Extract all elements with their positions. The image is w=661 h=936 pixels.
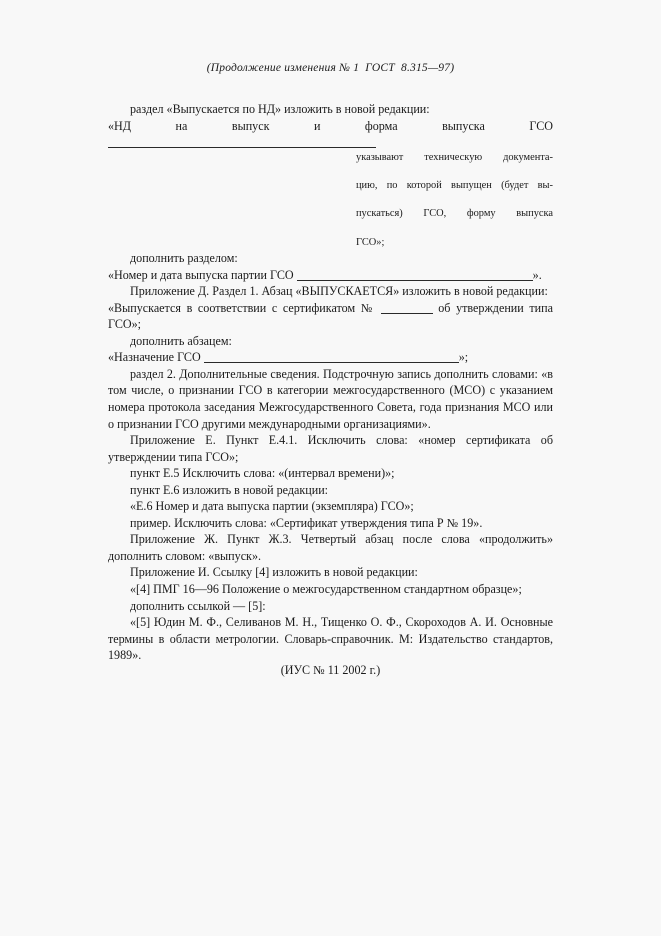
paragraph-prilozhenie-i: Приложение И. Ссылку [4] изложить в новой редакции: [130, 565, 418, 580]
fill-in-rule-nd-na-vypusk [108, 137, 376, 148]
inset-explanatory-note [356, 151, 553, 250]
inset-note-line-3: пускаться) ГСО, форму выпуска [356, 208, 553, 220]
inset-note-line-2: цию, по которой выпущен (будет вы- [356, 180, 553, 192]
paragraph-nd-na-vypusk-text: «НД на выпуск и форма выпуска ГСО [108, 118, 553, 133]
paragraph-nd-na-vypusk [108, 118, 553, 151]
paragraph-punkt-e-6: пункт Е.6 изложить в новой редакции: [130, 482, 329, 497]
issue-footnote: (ИУС № 11 2002 г.) [280, 663, 381, 677]
inset-note-line-1: указывают техническую документа- [356, 151, 553, 163]
paragraph-nomer-i-data-vypuska [108, 267, 553, 284]
paragraph-naznachenie-gso [108, 349, 553, 366]
paragraph-punkt-e-5: пункт Е.5 Исключить слова: «(интервал времени)»; [130, 466, 395, 481]
paragraph-prilozhenie-d: Приложение Д. Раздел 1. Абзац «ВЫПУСКАЕТСЯ» изложить в новой редакции: [130, 284, 548, 299]
paragraph-naznachenie-suffix: »; [458, 350, 469, 365]
paragraph-e-6-nomer-i-data: «Е.6 Номер и дата выпуска партии (экземпляра) ГСО»; [130, 499, 414, 514]
paragraph-vypuskaetsya-prefix: «Выпускается в соответствии с сертификатом № [108, 300, 375, 315]
paragraph-ssylka-4: «[4] ПМГ 16—96 Положение о межгосударственном стандартном образце»; [130, 582, 522, 596]
paragraph-dopolnit-razdelom: дополнить разделом: [130, 251, 238, 266]
paragraph-dopolnit-ssylkoy: дополнить ссылкой — [5]: [130, 598, 266, 613]
paragraph-nomer-i-data-text: «Номер и дата выпуска партии ГСО [108, 267, 294, 282]
fill-in-rule-naznachenie [204, 352, 459, 363]
paragraph-nomer-i-data-suffix: ». [532, 267, 542, 282]
fill-in-rule-nomer-i-data [297, 270, 533, 281]
paragraph-dopolnit-abzacem: дополнить абзацем: [130, 333, 232, 348]
document-body [108, 101, 553, 664]
paragraph-naznachenie-text: «Назначение ГСО [108, 350, 201, 365]
paragraph-primer-isklyuchit: пример. Исключить слова: «Сертификат утверждения типа Р № 19». [130, 515, 483, 530]
paragraph-ssylka-5: «[5] Юдин М. Ф., Селиванов М. Н., Тищенко О. Ф., Скороходов А. И. Основные термины в области метрологии. Словарь-справочник. М: Издательство стандартов, 1989». [108, 615, 553, 663]
paragraph-section-vypuskaetsya-po-nd: раздел «Выпускается по НД» изложить в новой редакции: [130, 102, 430, 116]
paragraph-prilozhenie-e-punkt-4-1: Приложение Е. Пункт Е.4.1. Исключить слова: «номер сертификата об утверждении типа ГСО»; [108, 433, 553, 464]
fill-in-rule-sertifikat-number [381, 303, 433, 314]
paragraph-vypuskaetsya-suffix: об утверждении типа ГСО»; [108, 300, 553, 332]
paragraph-vypuskaetsya-v-sootvetstvii [108, 300, 553, 333]
paragraph-prilozhenie-zh: Приложение Ж. Пункт Ж.3. Четвертый абзац после слова «продолжить» дополнить словом: «выпуск». [108, 532, 553, 563]
running-header: (Продолжение изменения № 1 ГОСТ 8.315—97) [206, 62, 455, 74]
paragraph-razdel-2-dopolnitelnye-svedeniya: раздел 2. Дополнительные сведения. Подстрочную запись дополнить словами: «в том числе, о признании ГСО в категории межгосударственного (МСО) с указанием номера протокола заседания Межгосударственного Совета, года признания МСО или о признании ГСО другими международными организациями». [108, 366, 553, 431]
inset-note-line-4: ГСО»; [356, 236, 385, 248]
